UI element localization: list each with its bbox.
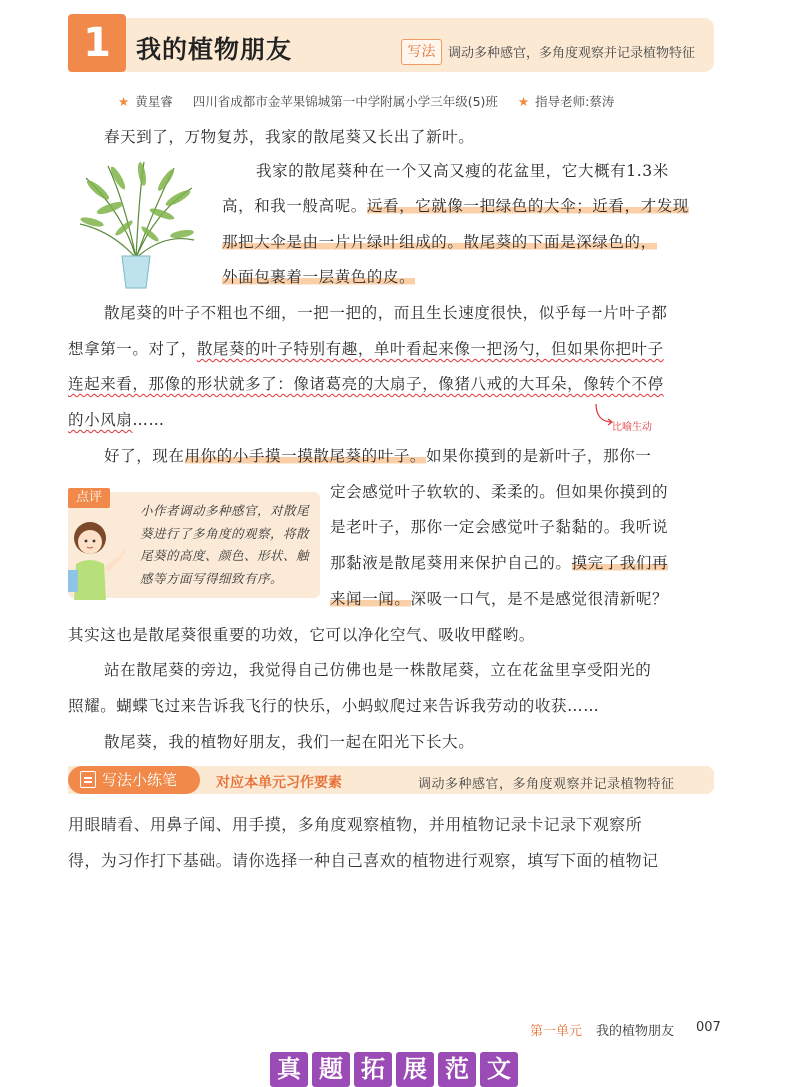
highlight: 远看，它就像一把绿色的大伞；近看，才发现 <box>366 197 689 215</box>
method-description: 调动多种感官，多角度观察并记录植物特征 <box>448 46 696 61</box>
practice-description: 调动多种感官，多角度观察并记录植物特征 <box>418 777 675 792</box>
comment-text: 小作者调动多种感官，对散尾葵进行了多角度的观察，将散尾葵的高度、颜色、形状、触感等方面写得细致有序。 <box>140 503 310 586</box>
essay-line: 其实这也是散尾葵很重要的功效，它可以净化空气、吸收甲醛哟。 <box>68 626 535 644</box>
essay-line <box>222 266 415 288</box>
star-icon: ★ <box>118 94 130 109</box>
essay-line: 高，和我一般高呢。远看，它就像一把绿色的大伞；近看，才发现 <box>222 197 689 215</box>
essay-line <box>68 373 664 395</box>
stamp-char: 真 <box>270 1052 308 1087</box>
essay-line: 想拿第一。对了，散尾葵的叶子特别有趣，单叶看起来像一把汤勺，但如果你把叶子 <box>68 340 664 358</box>
essay-line: 散尾葵的叶子不粗也不细，一把一把的，而且生长速度很快，似乎每一片叶子都 <box>104 304 668 322</box>
highlight: 摸完了我们再 <box>571 554 669 572</box>
author-line <box>118 92 614 110</box>
essay-line: 站在散尾葵的旁边，我觉得自己仿佛也是一株散尾葵，立在花盆里享受阳光的 <box>104 661 652 679</box>
stamp-char: 文 <box>480 1052 518 1087</box>
stamp-char: 展 <box>396 1052 434 1087</box>
practice-text: 用眼睛看、用鼻子闻、用手摸，多角度观察植物，并用植物记录卡记录下观察所 <box>68 815 643 834</box>
wavy-underline: 散尾葵的叶子特别有趣，单叶看起来像一把汤勺，但如果你把叶子 <box>196 340 664 358</box>
essay-line: 好了，现在用你的小手摸一摸散尾葵的叶子。如果你摸到的是新叶子，那你一 <box>104 447 652 465</box>
highlight: 那把大伞是由一片片绿叶组成的。散尾葵的下面是深绿色的， <box>222 233 657 251</box>
teacher-name: 指导老师:蔡涛 <box>535 94 615 109</box>
notebook-icon <box>80 771 96 788</box>
stamp-char: 拓 <box>354 1052 392 1087</box>
highlight: 外面包裹着一层黄色的皮。 <box>222 268 416 286</box>
highlight: 用你的小手摸一摸散尾葵的叶子。 <box>184 447 427 465</box>
lesson-number: 1 <box>68 14 126 72</box>
comment-label: 点评 <box>68 488 110 508</box>
practice-label: 写法小练笔 <box>68 766 200 794</box>
wavy-underline: 的小风扇 <box>68 411 133 429</box>
bottom-stamp <box>270 1052 518 1087</box>
author-school: 四川省成都市金苹果锦城第一中学附属小学三年级(5)班 <box>192 94 498 109</box>
essay-line: 春天到了，万物复苏，我家的散尾葵又长出了新叶。 <box>104 128 475 146</box>
footer-title: 我的植物朋友 <box>596 1024 675 1039</box>
page-number: 007 <box>696 1020 721 1035</box>
footer-unit: 第一单元 <box>530 1024 583 1039</box>
stamp-char: 范 <box>438 1052 476 1087</box>
essay-line: 来闻一闻。深吸一口气，是不是感觉很清新呢？ <box>330 590 669 608</box>
practice-text: 得，为习作打下基础。请你选择一种自己喜欢的植物进行观察，填写下面的植物记 <box>68 851 659 870</box>
essay-line: 我家的散尾葵种在一个又高又瘦的花盆里，它大概有1.3米 <box>256 162 669 180</box>
page-title: 我的植物朋友 <box>136 35 293 64</box>
plant-illustration <box>78 158 196 290</box>
stamp-char: 题 <box>312 1052 350 1087</box>
margin-annotation: 比喻生动 <box>612 422 652 433</box>
essay-line: 的小风扇…… <box>68 411 165 429</box>
essay-line: 散尾葵，我的植物好朋友，我们一起在阳光下长大。 <box>104 733 475 751</box>
highlight: 来闻一闻。 <box>330 590 411 608</box>
essay-line <box>222 231 657 253</box>
teacher-illustration <box>60 512 140 600</box>
essay-line: 是老叶子，那你一定会感觉叶子黏黏的。我听说 <box>330 518 669 536</box>
essay-line: 定会感觉叶子软软的、柔柔的。但如果你摸到的 <box>330 483 669 501</box>
star-icon: ★ <box>517 94 530 109</box>
essay-line: 那黏液是散尾葵用来保护自己的。摸完了我们再 <box>330 554 669 572</box>
wavy-underline: 连起来看，那像的形状就多了：像诸葛亮的大扇子，像猪八戒的大耳朵，像转个不停 <box>68 375 664 393</box>
essay-line: 照耀。蝴蝶飞过来告诉我飞行的快乐，小蚂蚁爬过来告诉我劳动的收获…… <box>68 697 600 715</box>
author-name: 黄星睿 <box>135 94 173 109</box>
practice-subtitle: 对应本单元习作要素 <box>216 775 342 791</box>
method-tag: 写法 <box>401 39 442 65</box>
